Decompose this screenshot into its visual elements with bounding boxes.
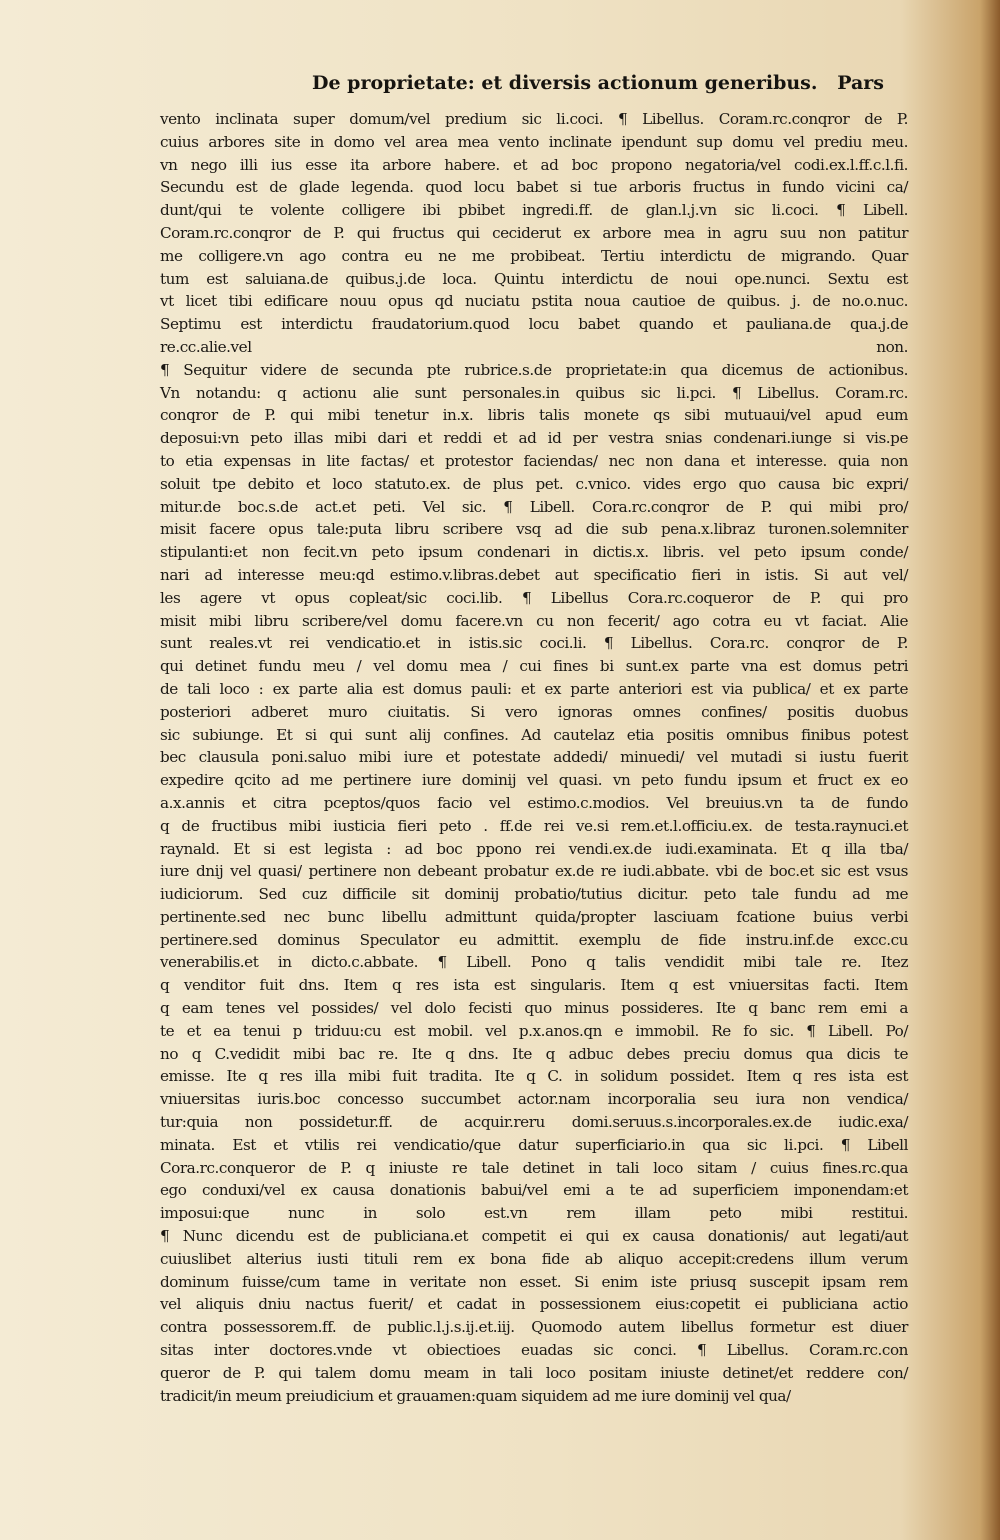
text-line: venerabilis.et in dicto.c.abbate. ¶ Libell. Pono q talis vendidit mibi tale re. Itez (160, 953, 908, 972)
text-line: to etia expensas in lite factas/ et protestor faciendas/ nec non dana et interesse. quia non (160, 451, 908, 470)
text-line: ego conduxi/vel ex causa donationis babui/vel emi a te ad superficiem imponendam:et (160, 1181, 908, 1200)
text-line: tum est saluiana.de quibus.j.de loca. Quintu interdictu de noui ope.nunci. Sextu est (160, 269, 908, 288)
text-line: queror de P. qui talem domu meam in tali loco positam iniuste detinet/et reddere con/ (160, 1363, 908, 1382)
text-line: no q C.vedidit mibi bac re. Ite q dns. Ite q adbuc debes preciu domus qua dicis te (160, 1044, 908, 1063)
text-line: sitas inter doctores.vnde vt obiectioes euadas sic conci. ¶ Libellus. Coram.rc.con (160, 1341, 908, 1360)
text-line: de tali loco : ex parte alia est domus pauli: et ex parte anteriori est via publica/ et ex parte (160, 679, 908, 698)
text-line: q de fructibus mibi iusticia fieri peto . ff.de rei ve.si rem.et.l.officiu.ex. de testa.raynuci.et (160, 816, 908, 835)
text-line: tur:quia non possidetur.ff. de acquir.reru domi.seruus.s.incorporales.ex.de iudic.exa/ (160, 1113, 908, 1132)
text-line: Cora.rc.conqueror de P. q iniuste re tale detinet in tali loco sitam / cuius fines.rc.qua (160, 1158, 908, 1177)
text-line: vento inclinata super domum/vel predium sic li.coci. ¶ Libellus. Coram.rc.conqror de P. (160, 110, 908, 128)
pars-label: Pars (837, 72, 884, 94)
text-line: nari ad interesse meu:qd estimo.v.libras.debet aut specificatio fieri in istis. Si aut vel/ (160, 565, 908, 584)
text-line: Coram.rc.conqror de P. qui fructus qui ceciderut ex arbore mea in agru suu non patitur (160, 223, 908, 242)
text-line: iure dnij vel quasi/ pertinere non debeant probatur ex.de re iudi.abbate. vbi de boc.et sic est vsus (160, 862, 908, 881)
text-line: qui detinet fundu meu / vel domu mea / cui fines bi sunt.ex parte vna est domus petri (160, 657, 908, 676)
text-line: Vn notandu: q actionu alie sunt personales.in quibus sic li.pci. ¶ Libellus. Coram.rc. (160, 383, 908, 402)
text-line: sunt reales.vt rei vendicatio.et in istis.sic coci.li. ¶ Libellus. Cora.rc. conqror de P. (160, 634, 908, 653)
text-line: cuiuslibet alterius iusti tituli rem ex bona fide ab aliquo accepit:credens illum verum (160, 1249, 908, 1268)
text-line: Secundu est de glade legenda. quod locu babet si tue arboris fructus in fundo vicini ca/ (160, 178, 908, 197)
text-line: pertinere.sed dominus Speculator eu admittit. exemplu de fide instru.inf.de excc.cu (160, 930, 908, 949)
text-column (160, 108, 908, 1405)
text-line: me colligere.vn ago contra eu ne me probibeat. Tertiu interdictu de migrando. Quar (160, 246, 908, 265)
text-line: conqror de P. qui mibi tenetur in.x. libris talis monete qs sibi mutuaui/vel apud eum (160, 406, 908, 425)
text-line: misit mibi libru scribere/vel domu facere.vn cu non fecerit/ ago cotra eu vt faciat. Alie (160, 611, 908, 630)
text-line: tradicit/in meum preiudicium et grauamen:quam siquidem ad me iure dominij vel qua/ (160, 1386, 791, 1405)
text-line: posteriori adberet muro ciuitatis. Si vero ignoras omnes confines/ positis duobus (160, 702, 908, 721)
text-line: vniuersitas iuris.boc concesso succumbet actor.nam incorporalia seu iura non vendica/ (160, 1090, 908, 1109)
text-line: mitur.de boc.s.de act.et peti. Vel sic. ¶ Libell. Cora.rc.conqror de P. qui mibi pro/ (160, 497, 908, 516)
text-line: pertinente.sed nec bunc libellu admittunt quida/propter lasciuam fcatione buius verbi (160, 907, 908, 926)
text-line: q venditor fuit dns. Item q res ista est singularis. Item q est vniuersitas facti. Item (160, 976, 908, 995)
text-line: ¶ Nunc dicendu est de publiciana.et competit ei qui ex causa donationis/ aut legati/aut (160, 1227, 908, 1246)
text-line: contra possessorem.ff. de public.l.j.s.ij.et.iij. Quomodo autem libellus formetur est diuer (160, 1318, 908, 1337)
text-line: ¶ Sequitur videre de secunda pte rubrice.s.de proprietate:in qua dicemus de actionibus. (160, 360, 908, 379)
text-line: vn nego illi ius esse ita arbore habere. et ad boc propono negatoria/vel codi.ex.l.ff.c.l.fi. (160, 155, 908, 174)
text-line: re.cc.alie.vel non. (160, 337, 908, 356)
text-line: emisse. Ite q res illa mibi fuit tradita. Ite q C. in solidum possidet. Item q res ista est (160, 1067, 908, 1086)
text-line: minata. Est et vtilis rei vendicatio/que datur superficiario.in qua sic li.pci. ¶ Libell (160, 1135, 908, 1154)
page-header (312, 72, 884, 102)
text-line: Septimu est interdictu fraudatorium.quod locu babet quando et pauliana.de qua.j.de (160, 315, 908, 334)
text-line: a.x.annis et citra pceptos/quos facio vel estimo.c.modios. Vel breuius.vn ta de fundo (160, 793, 908, 812)
text-line: dominum fuisse/cum tame in veritate non esset. Si enim iste priusq suscepit ipsam rem (160, 1272, 908, 1291)
text-line: dunt/qui te volente colligere ibi pbibet ingredi.ff. de glan.l.j.vn sic li.coci. ¶ Libell. (160, 201, 908, 220)
text-line: les agere vt opus copleat/sic coci.lib. ¶ Libellus Cora.rc.coqueror de P. qui pro (160, 588, 908, 607)
text-line: misit facere opus tale:puta libru scribere vsq ad die sub pena.x.libraz turonen.solemniter (160, 520, 908, 539)
text-line: deposui:vn peto illas mibi dari et reddi et ad id per vestra snias condenari.iunge si vis.pe (160, 429, 908, 448)
text-line: te et ea tenui p triduu:cu est mobil. vel p.x.anos.qn e immobil. Re fo sic. ¶ Libell. Po/ (160, 1021, 908, 1040)
text-line: vt licet tibi edificare nouu opus qd nuciatu pstita noua cautioe de quibus. j. de no.o.nuc. (160, 292, 908, 311)
text-line: stipulanti:et non fecit.vn peto ipsum condenari in dictis.x. libris. vel peto ipsum conde/ (160, 543, 908, 562)
text-line: soluit tpe debito et loco statuto.ex. de plus pet. c.vnico. vides ergo quo causa bic expri/ (160, 474, 908, 493)
text-line: vel aliquis dniu nactus fuerit/ et cadat in possessionem eius:copetit ei publiciana actio (160, 1295, 908, 1314)
running-head: De proprietate: et diversis actionum generibus. (312, 72, 818, 94)
text-line: sic subiunge. Et si qui sunt alij confines. Ad cautelaz etia positis omnibus finibus potest (160, 725, 908, 744)
text-line: cuius arbores site in domo vel area mea vento inclinate ipendunt sup domu vel prediu meu. (160, 132, 908, 151)
text-line: raynald. Et si est legista : ad boc ppono rei vendi.ex.de iudi.examinata. Et q illa tba/ (160, 839, 908, 858)
text-line: expedire qcito ad me pertinere iure dominij vel quasi. vn peto fundu ipsum et fruct ex eo (160, 771, 908, 790)
text-line: imposui:que nunc in solo est.vn rem illam peto mibi restitui. (160, 1204, 908, 1223)
text-line: bec clausula poni.saluo mibi iure et potestate addedi/ minuedi/ vel mutadi si iustu fuerit (160, 748, 908, 767)
text-line: q eam tenes vel possides/ vel dolo fecisti quo minus possideres. Ite q banc rem emi a (160, 999, 908, 1018)
text-line: iudiciorum. Sed cuz difficile sit dominij probatio/tutius dicitur. peto tale fundu ad me (160, 885, 908, 904)
